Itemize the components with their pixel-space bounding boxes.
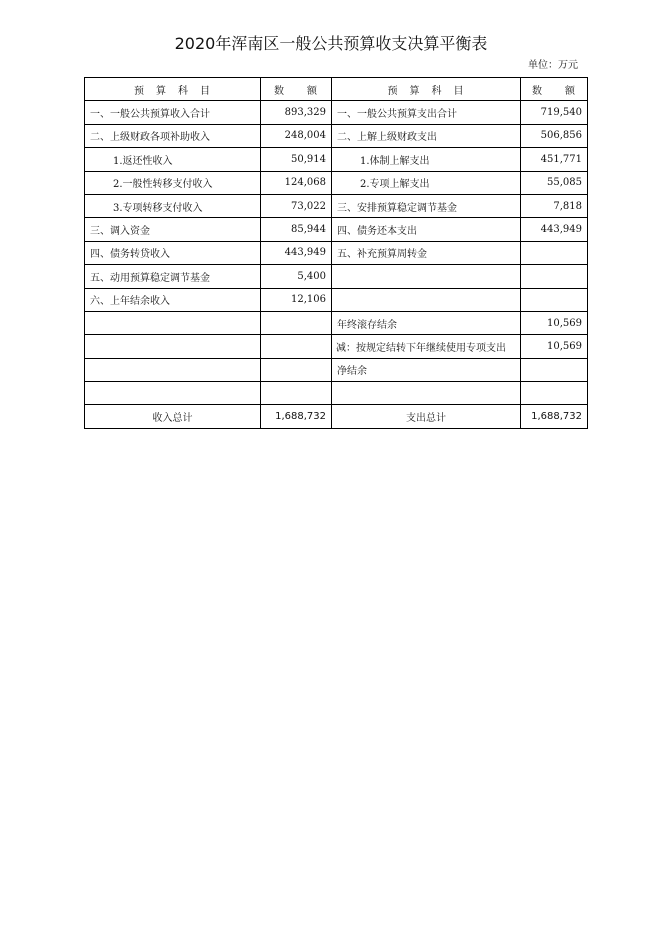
table-row (85, 148, 588, 171)
header-income-amount: 数 额 (261, 78, 332, 101)
income-item (85, 335, 261, 358)
expense-amount (521, 288, 588, 311)
header-expense-amount: 数 额 (521, 78, 588, 101)
income-amount: 85,944 (261, 218, 332, 241)
expense-item: 四、债务还本支出 (332, 218, 521, 241)
expense-amount (521, 241, 588, 264)
table-row (85, 288, 588, 311)
table-row (85, 218, 588, 241)
table-row (85, 265, 588, 288)
income-item: 3.专项转移支付收入 (85, 194, 261, 217)
expense-item: 一、一般公共预算支出合计 (332, 101, 521, 124)
income-amount (261, 382, 332, 405)
table-row (85, 358, 588, 381)
table-row (85, 382, 588, 405)
income-item: 二、上级财政各项补助收入 (85, 124, 261, 147)
expense-amount: 443,949 (521, 218, 588, 241)
expense-item (332, 288, 521, 311)
totals-row (85, 405, 588, 428)
income-item (85, 358, 261, 381)
expense-amount: 55,085 (521, 171, 588, 194)
table-row (85, 124, 588, 147)
income-amount: 248,004 (261, 124, 332, 147)
expense-item: 1.体制上解支出 (332, 148, 521, 171)
income-amount: 12,106 (261, 288, 332, 311)
income-total-amount: 1,688,732 (261, 405, 332, 428)
table-row (85, 171, 588, 194)
table-row (85, 194, 588, 217)
income-amount: 73,022 (261, 194, 332, 217)
income-amount (261, 358, 332, 381)
table-header-row (85, 78, 588, 101)
income-amount: 50,914 (261, 148, 332, 171)
expense-item: 2.专项上解支出 (332, 171, 521, 194)
income-item: 三、调入资金 (85, 218, 261, 241)
expense-amount: 506,856 (521, 124, 588, 147)
expense-total-amount: 1,688,732 (521, 405, 588, 428)
expense-item: 净结余 (332, 358, 521, 381)
expense-amount: 719,540 (521, 101, 588, 124)
income-item (85, 382, 261, 405)
income-amount (261, 335, 332, 358)
income-amount: 443,949 (261, 241, 332, 264)
header-income-subject: 预 算 科 目 (85, 78, 261, 101)
expense-amount: 7,818 (521, 194, 588, 217)
expense-item: 年终滚存结余 (332, 311, 521, 334)
income-total-label: 收入总计 (85, 405, 261, 428)
expense-amount: 451,771 (521, 148, 588, 171)
table-row (85, 101, 588, 124)
income-amount: 124,068 (261, 171, 332, 194)
expense-amount (521, 358, 588, 381)
income-item (85, 311, 261, 334)
unit-label: 单位：万元 (528, 60, 578, 71)
income-item: 六、上年结余收入 (85, 288, 261, 311)
table-row (85, 241, 588, 264)
income-amount: 5,400 (261, 265, 332, 288)
expense-item: 二、上解上级财政支出 (332, 124, 521, 147)
expense-amount (521, 265, 588, 288)
expense-item (332, 382, 521, 405)
header-expense-subject: 预 算 科 目 (332, 78, 521, 101)
income-item: 一、一般公共预算收入合计 (85, 101, 261, 124)
income-amount (261, 311, 332, 334)
expense-item: 减：按规定结转下年继续使用专项支出 (332, 335, 521, 358)
expense-item (332, 265, 521, 288)
expense-amount: 10,569 (521, 311, 588, 334)
income-item: 五、动用预算稳定调节基金 (85, 265, 261, 288)
expense-item: 三、安排预算稳定调节基金 (332, 194, 521, 217)
expense-total-label: 支出总计 (332, 405, 521, 428)
budget-balance-table (84, 77, 588, 429)
table-row (85, 311, 588, 334)
expense-amount: 10,569 (521, 335, 588, 358)
expense-amount (521, 382, 588, 405)
page-title: 2020年浑南区一般公共预算收支决算平衡表 (174, 34, 488, 53)
income-item: 1.返还性收入 (85, 148, 261, 171)
income-item: 2.一般性转移支付收入 (85, 171, 261, 194)
income-item: 四、债务转贷收入 (85, 241, 261, 264)
table-row (85, 335, 588, 358)
expense-item: 五、补充预算周转金 (332, 241, 521, 264)
income-amount: 893,329 (261, 101, 332, 124)
